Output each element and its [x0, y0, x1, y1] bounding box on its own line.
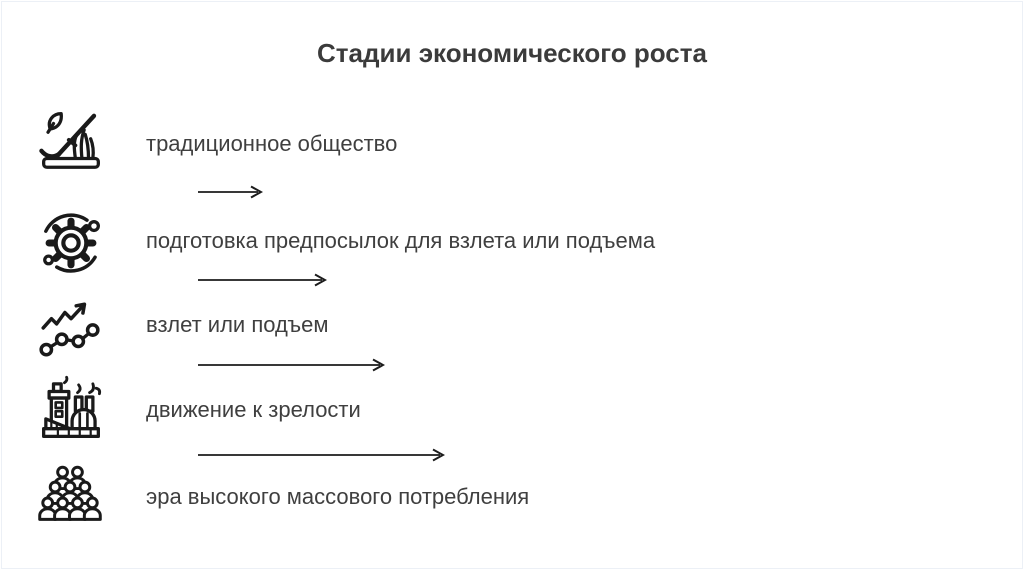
stage-label: подготовка предпосылок для взлета или подъема: [146, 228, 656, 253]
gear-cycle-icon: [36, 208, 106, 278]
stage-label: эра высокого массового потребления: [146, 484, 530, 509]
stage-label: взлет или подъем: [146, 312, 329, 337]
growth-chart-icon: [36, 296, 102, 362]
page-title: Стадии экономического роста: [317, 38, 707, 68]
scythe-harvest-icon: [36, 106, 106, 176]
stage-label: движение к зрелости: [146, 397, 361, 422]
stage-arrow: [197, 182, 263, 202]
stage-arrow: [197, 270, 327, 290]
factory-icon: [36, 374, 106, 444]
stage-arrow: [197, 445, 445, 465]
crowd-icon: [36, 462, 104, 530]
stage-label: традиционное общество: [146, 131, 398, 156]
stage-arrow: [197, 355, 385, 375]
